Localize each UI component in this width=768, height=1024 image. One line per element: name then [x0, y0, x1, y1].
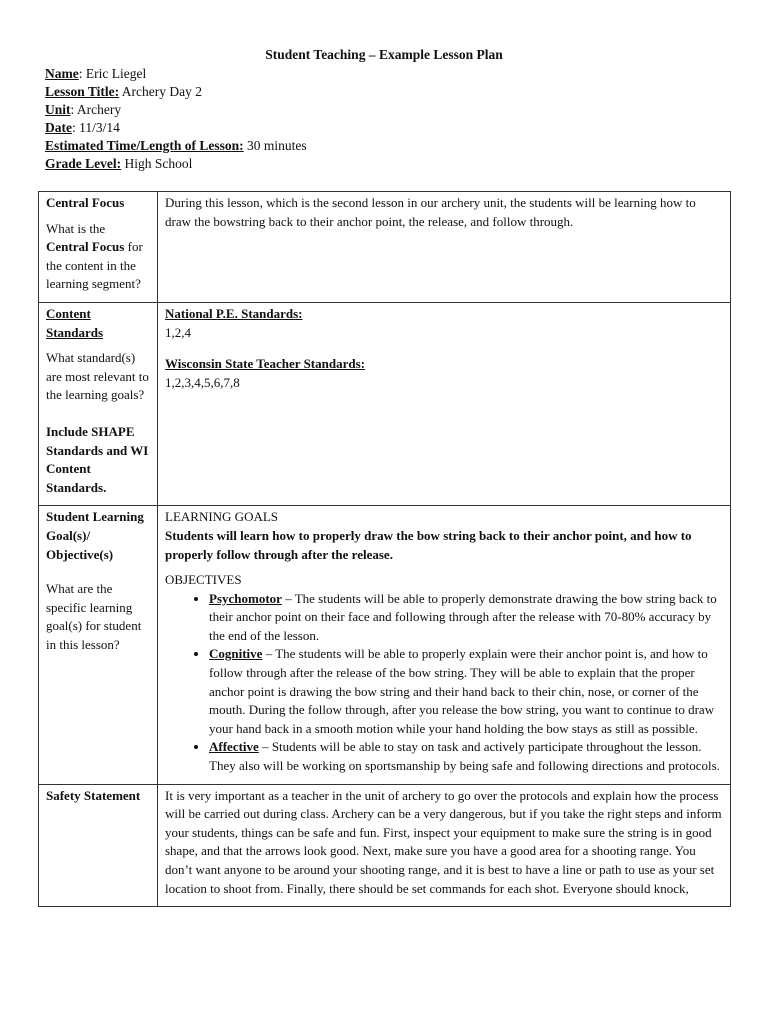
safety-label: Safety Statement: [46, 787, 141, 803]
objectives-list: [165, 590, 723, 776]
meta-name: Name: Eric Liegel: [45, 66, 147, 81]
lesson-info: [45, 65, 307, 173]
meta-date: Date: 11/3/14: [45, 120, 120, 135]
safety-content: It is very important as a teacher in the unit of archery to go over the protocols and explain how the process will be carried out during class. Archery can be a very dangerous, but if you take the right steps and inform your students, things can be safe and fun. First, inspect your equipment to make sure the string is in good shape, and that the arrows look good. Next, make sure you have a good area for a shooting range. You don’t want anyone to be around your shooting range, and it is best to have a line or path to use as your set location to shoot from. Finally, there should be set commands for each shot. Everyone should knock,: [158, 784, 731, 907]
document-title: Student Teaching – Example Lesson Plan: [265, 47, 503, 62]
objective-affective: • Affective – Students will be able to stay on task and actively participate throughout the lesson. They also will be working on sportsmanship by being safe and following directions and protocols.: [209, 738, 723, 775]
objective-cognitive: • Cognitive – The students will be able to properly explain were their anchor point is, and how to follow through after the release of the bow string. They will be able to explain that the proper anchor point is drawing the bow string and their hand back to their chin, nose, or corner of the mouth. During the follow through, after you release the bow string, you want to continue to draw your hand back in a smooth motion while your hand holding the bow stays as still as possible.: [209, 645, 723, 738]
learning-goals-question: What are the specific learning goal(s) for student in this lesson?: [46, 581, 142, 652]
national-standards-value: 1,2,4: [165, 324, 191, 340]
national-standards-heading: National P.E. Standards:: [165, 305, 303, 321]
lesson-plan-table: [38, 191, 731, 907]
content-standards-include: Include SHAPE Standards and WI Content Standards.: [46, 423, 149, 495]
wisconsin-standards-value: 1,2,3,4,5,6,7,8: [165, 374, 240, 390]
central-focus-label: Central Focus: [46, 195, 125, 210]
meta-unit: Unit: Archery: [45, 102, 122, 117]
central-focus-label-cell: [39, 192, 158, 303]
central-focus-question: What is the Central Focus for the content in the learning segment?: [46, 220, 143, 292]
learning-goals-label: Student Learning Goal(s)/ Objective(s): [46, 509, 144, 562]
meta-grade-level: Grade Level: High School: [45, 156, 193, 171]
meta-lesson-title: Lesson Title: Archery Day 2: [45, 84, 202, 99]
row-safety: [39, 784, 731, 907]
safety-label-cell: [39, 784, 158, 907]
learning-goals-content: [158, 506, 731, 784]
row-learning-goals: [39, 506, 731, 784]
content-standards-question: What standard(s) are most relevant to the learning goals?: [46, 350, 149, 403]
row-content-standards: [39, 302, 731, 505]
learning-goals-text: Students will learn how to properly draw the bow string back to their anchor point, and how to properly follow through after the release.: [165, 527, 692, 562]
content-standards-label: Content Standards: [46, 305, 104, 340]
wisconsin-standards-heading: Wisconsin State Teacher Standards:: [165, 356, 365, 372]
learning-goals-heading: LEARNING GOALS: [165, 509, 279, 525]
learning-goals-label-cell: [39, 506, 158, 784]
meta-time: Estimated Time/Length of Lesson: 30 minutes: [45, 138, 307, 153]
central-focus-content: During this lesson, which is the second lesson in our archery unit, the students will be learning how to draw the bowstring back to their anchor point, the release, and follow through.: [158, 192, 731, 303]
row-central-focus: [39, 192, 731, 303]
content-standards-label-cell: [39, 302, 158, 505]
content-standards-content: [158, 302, 731, 505]
objectives-heading: OBJECTIVES: [165, 572, 242, 588]
objective-psychomotor: • Psychomotor – The students will be able to properly demonstrate drawing the bow string back to their anchor point on their face and following through after the release with 70-80% accuracy by the end of the lesson.: [209, 590, 723, 646]
